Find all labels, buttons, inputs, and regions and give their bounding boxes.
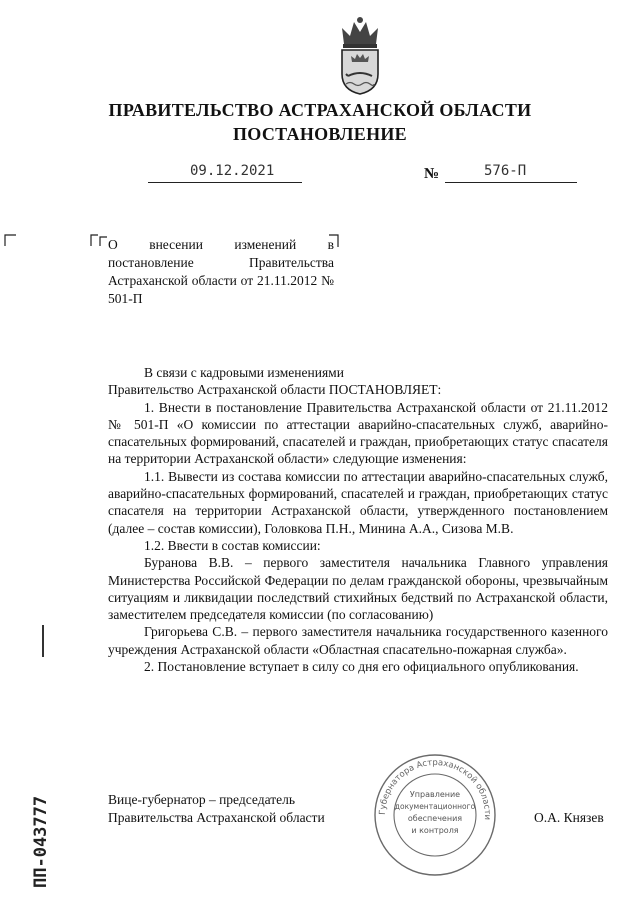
document-subject: О внесении изменений в постановление Правительства Астраханской области от 21.11.2012 № 501-П — [108, 237, 334, 306]
paragraph-intro: В связи с кадровыми изменениями — [144, 365, 344, 380]
paragraph-item-1: 1. Внести в постановление Правительства Астраханской области от 21.11.2012 № 501-П «О комиссии по аттестации аварийно-спасательных служб, аварийно-спасательных формирований, спасателей и граждан, приобретающих статус спасателя на территории Астраханской области» следующие изменения: — [108, 399, 608, 467]
organization-name: ПРАВИТЕЛЬСТВО АСТРАХАНСКОЙ ОБЛАСТИ — [108, 100, 532, 120]
stamp-line-4: и контроля — [411, 826, 459, 835]
number-underline — [445, 182, 577, 183]
document-number: 576-П — [484, 163, 527, 179]
paragraph-resolves: Правительство Астраханской области ПОСТАНОВЛЯЕТ: — [108, 382, 442, 398]
paragraph-buranov: Буранова В.В. – первого заместителя начальника Главного управления Министерства Российской Федерации по делам гражданской обороны, чрезвычайным ситуациям и ликвидации последствий стихийных бедствий по Астраханской области, заместителем председателя комиссии (по согласованию) — [108, 555, 608, 623]
number-label: № — [424, 166, 440, 182]
document-date: 09.12.2021 — [190, 163, 275, 179]
paragraph-item-2: 2. Постановление вступает в силу со дня его официального опубликования. — [144, 659, 579, 675]
stamp-line-3: обеспечения — [407, 814, 463, 823]
document-type: ПОСТАНОВЛЕНИЕ — [233, 124, 407, 144]
margin-mark — [42, 625, 44, 657]
subject-open-bracket — [90, 234, 108, 246]
stamp-line-2: документационного — [394, 802, 476, 811]
paragraph-item-1-2: 1.2. Ввести в состав комиссии: — [144, 537, 321, 553]
paragraph-item-1-1: 1.1. Вывести из состава комиссии по аттестации аварийно-спасательных служб, аварийно-спасательных формирований, спасателей и граждан, приобретающих статус спасателя на территории Астраханской области, утвержденного постановлением (далее – состав комиссии), Головкова П.Н., Минина А.А., Сизова М.В. — [108, 468, 608, 536]
office-stamp — [372, 752, 498, 878]
signatory-title-line1: Вице-губернатор – председатель — [108, 792, 295, 807]
date-underline — [148, 182, 302, 183]
left-corner-mark — [4, 234, 16, 246]
paragraph-grigoriev: Григорьева С.В. – первого заместителя начальника государственного казенного учреждения Астраханской области «Областная спасательно-пожарная служба». — [108, 624, 608, 657]
serial-number — [18, 730, 58, 890]
stamp-ring-text: Губернатора Астраханской области — [377, 757, 493, 821]
signatory-name: О.А. Князев — [534, 810, 604, 825]
stamp-line-1: Управление — [409, 790, 461, 799]
signatory-title-line2: Правительства Астраханской области — [108, 810, 325, 825]
svg-text:ПП-043777: ПП-043777 — [31, 795, 51, 888]
document-body — [108, 364, 608, 675]
coat-of-arms-emblem — [330, 14, 390, 96]
